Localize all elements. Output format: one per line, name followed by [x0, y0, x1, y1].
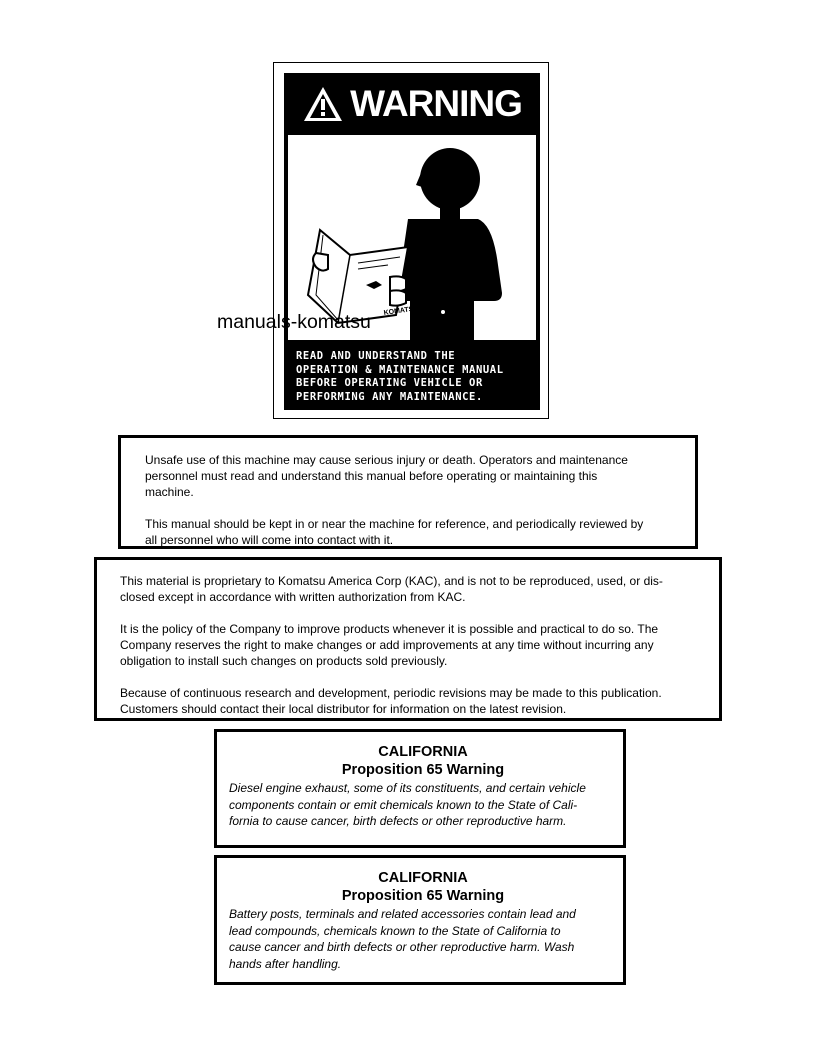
- safety-notice-line: Unsafe use of this machine may cause serious injury or death. Operators and maintenance: [145, 453, 628, 467]
- warning-sign: [273, 62, 549, 419]
- california-warning-line: hands after handling.: [229, 956, 342, 971]
- warning-title: WARNING: [350, 83, 522, 124]
- proprietary-notice-line: Company reserves the right to make changes or add improvements at any time without incurring any: [120, 638, 654, 652]
- california-warning-line: fornia to cause cancer, birth defects or other reproductive harm.: [229, 814, 567, 828]
- proposition-65-heading: Proposition 65 Warning: [341, 888, 505, 904]
- california-warning-line: cause cancer and birth defects or other reproductive harm. Wash: [229, 940, 575, 954]
- reading-person-illustration: [288, 135, 536, 340]
- proprietary-notice-line: obligation to install such changes on products sold previously.: [120, 654, 448, 668]
- proprietary-notice-line: closed except in accordance with written authorization from KAC.: [120, 590, 466, 604]
- warning-instruction-line: BEFORE OPERATING VEHICLE OR: [296, 377, 483, 389]
- california-heading: CALIFORNIA: [378, 870, 468, 886]
- warning-sign-header: [284, 73, 540, 135]
- california-warning-line: lead compounds, chemicals known to the State of California to: [229, 923, 561, 938]
- safety-notice-line: machine.: [145, 485, 194, 499]
- svg-text:KOMATSU: KOMATSU: [383, 305, 419, 317]
- proposition-65-heading: Proposition 65 Warning: [341, 762, 505, 778]
- safety-notice-line: all personnel who will come into contact with it.: [145, 533, 394, 547]
- warning-instruction-line: READ AND UNDERSTAND THE: [296, 350, 456, 362]
- california-warning-box: [214, 855, 626, 985]
- proprietary-notice-line: It is the policy of the Company to improve products whenever it is possible and practical to do so. The: [120, 622, 659, 636]
- safety-notice-box: [118, 435, 698, 549]
- california-warning-line: components contain or emit chemicals known to the State of Cali-: [229, 797, 578, 812]
- warning-sign-panel: [284, 73, 540, 410]
- warning-instruction: [296, 350, 536, 404]
- safety-notice-line: This manual should be kept in or near the machine for reference, and periodically reviewed by: [145, 517, 644, 531]
- warning-instruction-line: OPERATION & MAINTENANCE MANUAL: [296, 363, 504, 376]
- proprietary-notice-line: Customers should contact their local distributor for information on the latest revision.: [120, 702, 567, 716]
- california-heading: CALIFORNIA: [378, 744, 468, 760]
- person-reading-manual-icon: [288, 135, 536, 340]
- watermark-text: manuals-komatsu: [217, 311, 371, 333]
- proprietary-notice-line: Because of continuous research and development, periodic revisions may be made to this publication.: [120, 686, 662, 700]
- california-warning-box: [214, 729, 626, 848]
- california-warning-line: Diesel engine exhaust, some of its constituents, and certain vehicle: [229, 781, 586, 795]
- safety-notice-line: personnel must read and understand this manual before operating or maintaining this: [145, 469, 598, 483]
- warning-instruction-line: PERFORMING ANY MAINTENANCE.: [296, 390, 483, 403]
- proprietary-notice-box: [94, 557, 722, 721]
- california-warning-line: Battery posts, terminals and related accessories contain lead and: [229, 907, 576, 921]
- proprietary-notice-line: This material is proprietary to Komatsu America Corp (KAC), and is not to be reproduced, used, or dis-: [120, 574, 663, 588]
- warning-triangle-icon: [302, 85, 344, 123]
